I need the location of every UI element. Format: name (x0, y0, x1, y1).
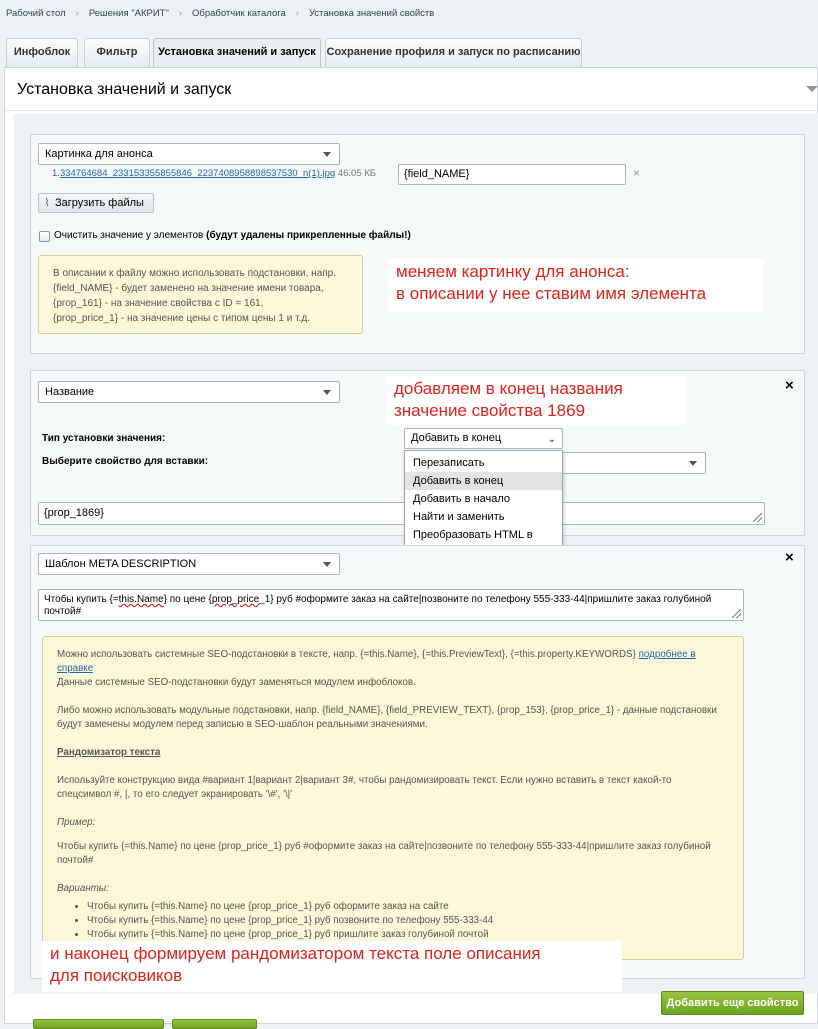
set-type-label: Тип установки значения: (42, 433, 166, 444)
file-description-hint (38, 255, 363, 334)
breadcrumb-item[interactable]: Рабочий стол (6, 8, 66, 19)
hint-text: Либо можно использовать модульные подстановки, напр. {field_NAME}, {field_PREVIEW_TEXT}, {prop_153}, {prop_price_1} - данные подстановки будут заменены модулем перед записью в SEO-шаблон реальными значениями. (57, 705, 717, 730)
annotation-line: для поисковиков (50, 966, 183, 985)
close-icon[interactable]: × (785, 377, 794, 394)
field-select-value: Картинка для анонса (45, 148, 153, 160)
chevron-down-icon (323, 152, 331, 157)
upload-files-label: Загрузить файлы (55, 197, 144, 209)
dropdown-option-html-to-text[interactable]: Преобразовать HTML в (413, 529, 533, 541)
annotation-name (386, 376, 686, 425)
divider (4, 110, 818, 111)
dropdown-option-find-replace[interactable]: Найти и заменить (413, 511, 505, 523)
tab-infoblock[interactable]: Инфоблок (6, 38, 78, 67)
file-size: 46.05 КБ (337, 168, 377, 179)
annotation-line: в описании у нее ставим имя элемента (396, 284, 707, 303)
resize-grip-icon[interactable] (753, 513, 762, 522)
textarea-text: } по цене { (163, 594, 212, 605)
paperclip-icon: ⌇ (44, 197, 50, 209)
example-text: Чтобы купить {=this.Name} по цене {prop_price_1} руб #оформите заказ на сайте|позвоните по телефону 555-333-44|пришлите заказ голубиной почтой# (57, 841, 711, 866)
breadcrumb (6, 8, 434, 19)
set-type-select[interactable] (404, 428, 563, 449)
breadcrumb-separator: › (295, 8, 299, 19)
example-label: Пример: (57, 817, 96, 828)
hint-text: Можно использовать системные SEO-подстановки в тексте, напр. {=this.Name}, {=this.PreviewText}, {=this.property.KEYWORDS} (57, 649, 636, 660)
hint-line: В описании к файлу можно использовать подстановки, напр. (53, 268, 336, 279)
tab-save-profile-schedule[interactable]: Сохранение профиля и запуск по расписанию (325, 38, 582, 67)
annotation-line: меняем картинку для анонса: (396, 262, 630, 281)
randomizer-title: Рандомизатор текста (57, 747, 161, 758)
chevron-down-icon: ⌄ (547, 434, 556, 445)
remove-file-icon[interactable]: × (633, 166, 641, 180)
chevron-down-icon (323, 390, 331, 395)
field-select-value: Шаблон META DESCRIPTION (45, 558, 197, 570)
dropdown-option-append[interactable]: Добавить в конец (405, 472, 562, 490)
value-textarea[interactable] (38, 502, 765, 525)
annotation-line: и наконец формируем рандомизатором текста поле описания (50, 944, 541, 963)
breadcrumb-separator: › (178, 8, 183, 19)
clear-values-warning: (будут удалены прикрепленные файлы!) (206, 230, 411, 241)
seo-hint (42, 636, 744, 960)
field-select[interactable] (38, 143, 340, 165)
tab-set-values-and-run[interactable]: Установка значений и запуск (153, 38, 321, 69)
bottom-action-button[interactable] (33, 1019, 164, 1029)
chevron-down-icon (689, 461, 697, 466)
close-icon[interactable]: × (785, 549, 794, 566)
resize-grip-icon[interactable] (732, 609, 741, 618)
file-link[interactable]: 334764684_233153355855846_2237408958898537530_n(1).jpg (59, 168, 336, 179)
list-item: • Чтобы купить {=this.Name} по цене {prop_price_1} руб оформите заказ на сайте (87, 900, 723, 914)
textarea-text-spellcheck: prop_price (211, 594, 260, 605)
field-select-value: Название (45, 386, 95, 398)
tab-filter[interactable]: Фильтр (84, 38, 150, 67)
breadcrumb-separator: › (75, 8, 79, 19)
chevron-down-icon (323, 562, 331, 567)
breadcrumb-item[interactable]: Обработчик каталога (192, 8, 286, 19)
annotation-line: значение свойства 1869 (394, 401, 586, 420)
hint-text: Данные системные SEO-подстановки будут заменяться модулем инфоблоков. (57, 677, 416, 688)
textarea-text: _1} руб #оформите заказ на сайте|позвоните по телефону 555-333-44|пришлите заказ голубиной почтой# (44, 594, 712, 617)
field-select[interactable] (38, 381, 340, 403)
textarea-text: Чтобы купить {= (44, 594, 119, 605)
variants-list (57, 900, 723, 942)
dropdown-option-overwrite[interactable]: Перезаписать (413, 457, 485, 469)
seo-hint-line1 (57, 648, 723, 676)
insert-property-label: Выберите свойство для вставки: (42, 456, 209, 467)
panel-title: Установка значений и запуск (17, 81, 232, 98)
template-textarea[interactable] (38, 589, 744, 621)
list-item: • Чтобы купить {=this.Name} по цене {prop_price_1} руб пришлите заказ голубиной почтой (87, 928, 723, 942)
value-textarea-text: {prop_1869} (44, 507, 104, 519)
variants-label: Варианты: (57, 883, 109, 894)
annotation-meta-description (42, 941, 622, 992)
file-description-input[interactable]: {field_NAME} (398, 164, 626, 185)
list-item: • Чтобы купить {=this.Name} по цене {prop_price_1} руб позвоните по телефону 555-333-44 (87, 914, 723, 928)
breadcrumb-item: Установка значений свойств (308, 8, 435, 19)
file-row (52, 168, 376, 179)
set-type-value: Добавить в конец (411, 432, 502, 444)
textarea-text-spellcheck: this.Name (118, 594, 164, 605)
bottom-action-button[interactable] (172, 1019, 257, 1029)
collapse-caret-icon[interactable] (806, 86, 818, 92)
file-index: 1. (52, 168, 60, 179)
field-select[interactable] (38, 553, 340, 575)
hint-line: {prop_price_1} - на значение цены с типом цены 1 и т.д. (53, 313, 310, 324)
clear-values-checkbox[interactable] (39, 231, 50, 242)
help-link[interactable]: подробнее в справке (57, 649, 696, 674)
set-type-dropdown (404, 450, 563, 547)
dropdown-option-prepend[interactable]: Добавить в начало (413, 493, 511, 505)
annotation-line: добавляем в конец названия (394, 379, 623, 398)
upload-files-button[interactable] (38, 193, 154, 213)
hint-line: {field_NAME} - будет заменено на значение имени товара, (53, 283, 324, 294)
hint-line: {prop_161} - на значение свойства с ID = 161, (53, 298, 264, 309)
add-property-button[interactable]: Добавить еще свойство (661, 991, 804, 1015)
clear-values-text: Очистить значение у элементов (54, 230, 204, 241)
hint-text: Используйте конструкцию вида #вариант 1|вариант 2|вариант 3#, чтобы рандомизировать текст. Если нужно вставить в текст какой-то спецсимвол #, |, то его следует экранировать '\#', '\|' (57, 775, 672, 800)
breadcrumb-item[interactable]: Решения "АКРИТ" (88, 8, 169, 19)
clear-values-label (54, 230, 411, 241)
annotation-preview-picture (388, 259, 763, 312)
